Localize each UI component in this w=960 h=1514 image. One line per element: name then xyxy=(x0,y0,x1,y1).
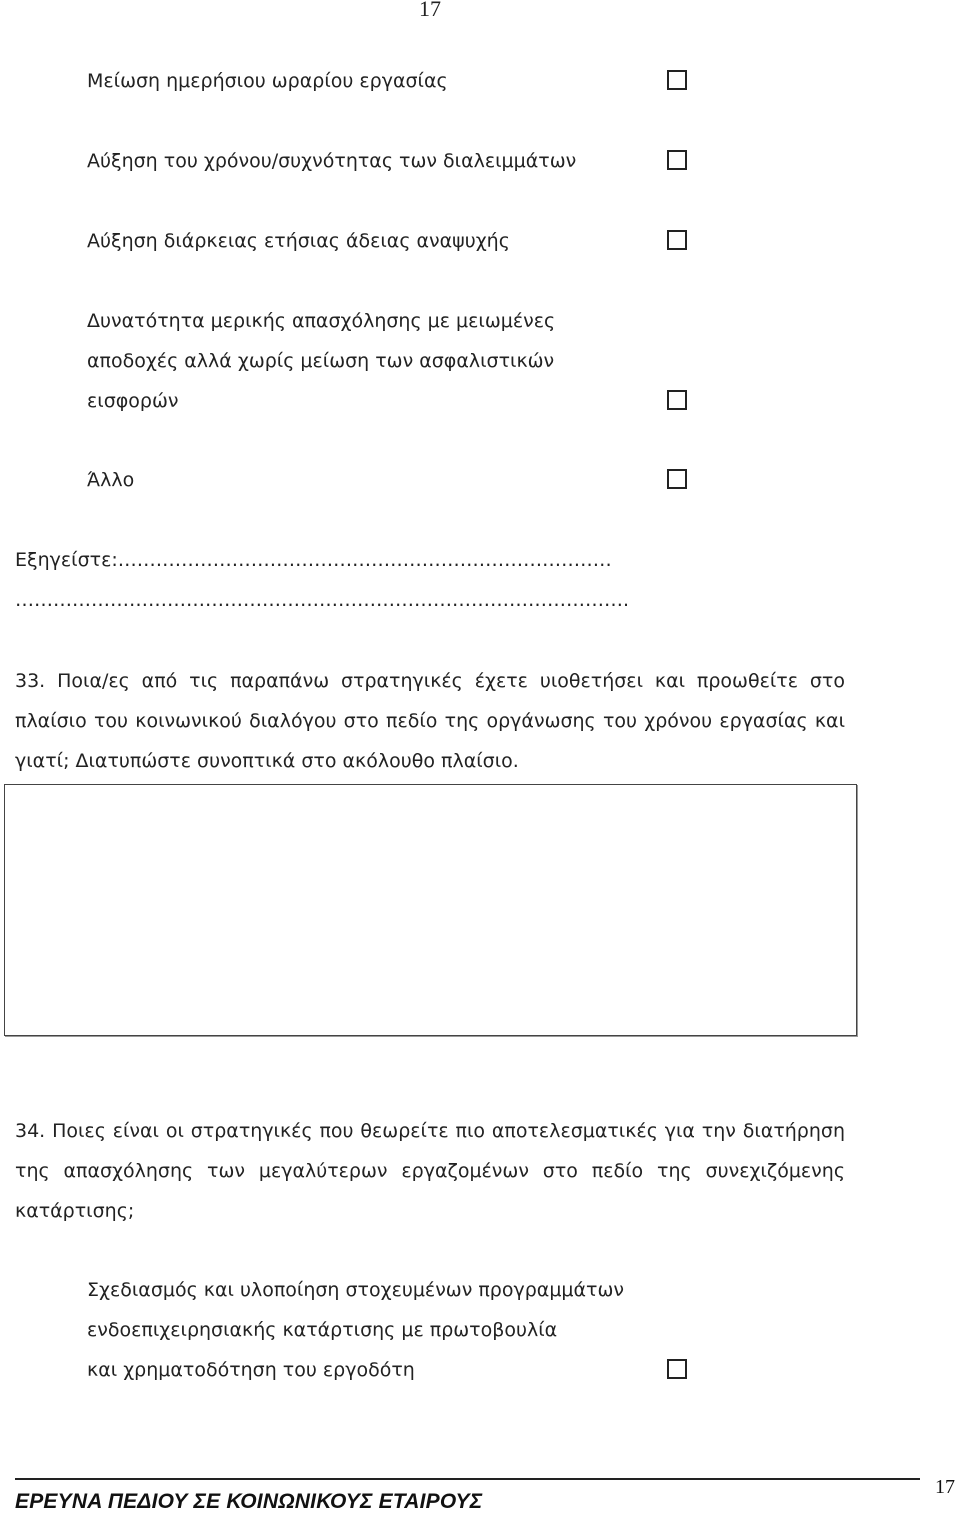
answer-box-question-33[interactable] xyxy=(4,784,857,1036)
option-other-label: Άλλο xyxy=(87,469,135,491)
checkbox-part-time[interactable] xyxy=(667,390,687,410)
checkbox-increase-leave[interactable] xyxy=(667,230,687,250)
footer-divider xyxy=(15,1478,920,1480)
option-employer-training-label-line-1: Σχεδιασμός και υλοποίηση στοχευμένων προγραμμάτων xyxy=(87,1279,624,1301)
option-part-time-label-line-1: Δυνατότητα μερικής απασχόλησης με μειωμένες xyxy=(87,310,556,332)
header-page-number: 17 xyxy=(419,0,441,21)
footer-page-number: 17 xyxy=(935,1476,955,1498)
option-increase-breaks-label: Αύξηση του χρόνου/συχνότητας των διαλειμμάτων xyxy=(87,150,577,172)
question-33-line-2: πλαίσιο του κοινωνικού διαλόγου στο πεδίο της οργάνωσης του χρόνου εργασίας και xyxy=(15,710,845,732)
question-33-line-1: 33. Ποια/ες από τις παραπάνω στρατηγικές έχετε υιοθετήσει και προωθείτε στο xyxy=(15,670,845,692)
checkbox-employer-training[interactable] xyxy=(667,1359,687,1379)
question-34-line-1: 34. Ποιες είναι οι στρατηγικές που θεωρείτε πιο αποτελεσματικές για την διατήρηση xyxy=(15,1120,845,1142)
option-reduce-daily-hours-label: Μείωση ημερήσιου ωραρίου εργασίας xyxy=(87,70,448,92)
question-34-line-3: κατάρτισης; xyxy=(15,1200,135,1222)
explain-field-dots[interactable]: ……………………………………………………………………………………. xyxy=(15,589,630,611)
checkbox-increase-breaks[interactable] xyxy=(667,150,687,170)
explain-field-label[interactable]: Εξηγείστε:…………………………………………………………………… xyxy=(15,549,612,571)
question-33-line-3: γιατί; Διατυπώστε συνοπτικά στο ακόλουθο πλαίσιο. xyxy=(15,750,519,772)
question-34-line-2: της απασχόλησης των μεγαλύτερων εργαζομένων στο πεδίο της συνεχιζόμενης xyxy=(15,1160,845,1182)
footer-title: ΕΡΕΥΝΑ ΠΕΔΙΟΥ ΣΕ ΚΟΙΝΩΝΙΚΟΥΣ ΕΤΑΙΡΟΥΣ xyxy=(15,1490,483,1513)
checkbox-reduce-daily-hours[interactable] xyxy=(667,70,687,90)
option-increase-leave-label: Αύξηση διάρκειας ετήσιας άδειας αναψυχής xyxy=(87,230,510,252)
option-part-time-label-line-2: αποδοχές αλλά χωρίς μείωση των ασφαλιστικών xyxy=(87,350,555,372)
option-part-time-label-line-3: εισφορών xyxy=(87,390,179,412)
option-employer-training-label-line-3: και χρηματοδότηση του εργοδότη xyxy=(87,1359,415,1381)
option-employer-training-label-line-2: ενδοεπιχειρησιακής κατάρτισης με πρωτοβουλία xyxy=(87,1319,558,1341)
checkbox-other[interactable] xyxy=(667,469,687,489)
